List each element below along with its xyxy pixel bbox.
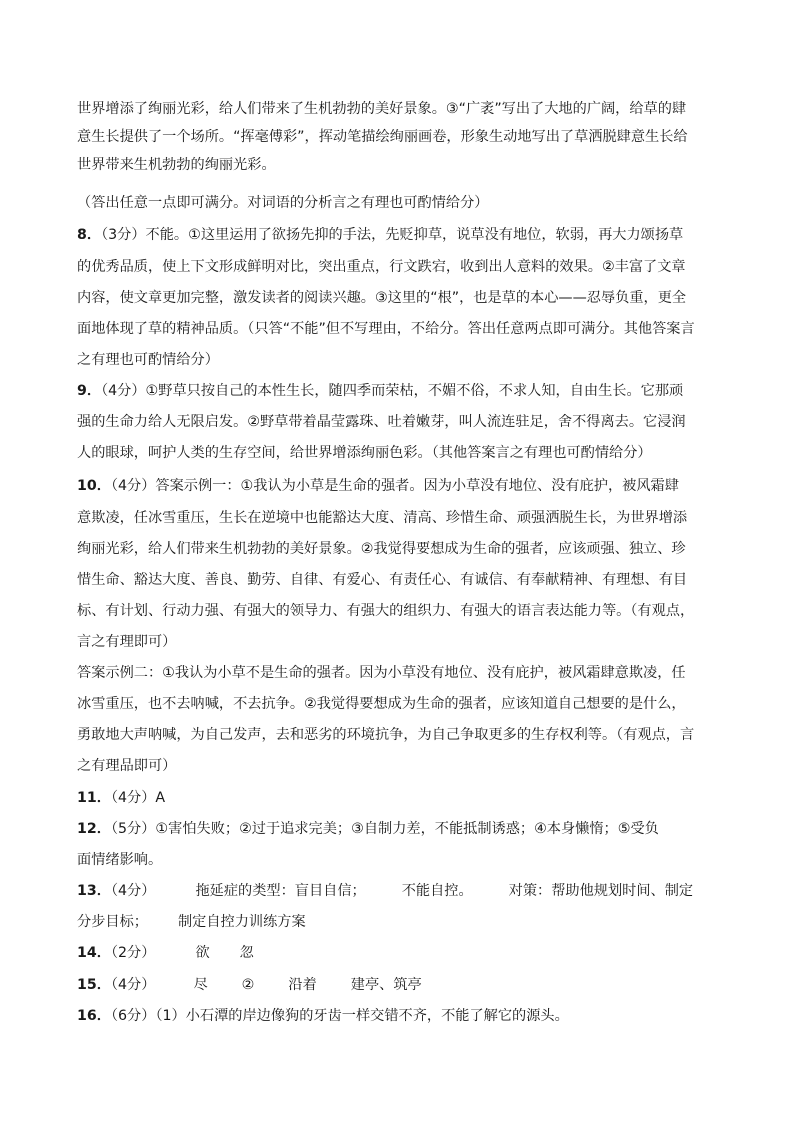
answer-score: （2分） (110, 945, 156, 961)
text-line: 世界带来生机勃勃的绚丽光彩。 (77, 157, 276, 173)
answer-text: ② (241, 977, 255, 993)
text-line: 的优秀品质，使上下文形成鲜明对比，突出重点，行文跌宕，收到出人意料的效果。②丰富了文章 (77, 259, 686, 275)
answer-text: 尽 (193, 977, 208, 993)
answer-score: （4分） (110, 883, 156, 899)
text-line: 勇敢地大声呐喊，为自己发声，去和恶劣的环境抗争，为自己争取更多的生存权利等。（有观点，言 (77, 727, 695, 743)
answer-text: 欲 (195, 945, 210, 961)
answer-text: 分步目标； (77, 914, 148, 930)
text-line: 冰雪重压，也不去呐喊，不去抗争。②我觉得要想成为生命的强者，应该知道自己想要的是什么， (77, 696, 686, 712)
text-line: 绚丽光彩，给人们带来生机勃勃的美好景象。②我觉得要想成为生命的强者，应该顽强、独立、珍 (77, 541, 686, 557)
question-number: 13． (77, 883, 111, 899)
answer-13-line-2 (77, 913, 717, 931)
answer-16-line (77, 1007, 717, 1025)
answer-text: （4分）答案示例一：①我认为小草是生命的强者。因为小草没有地位、没有庇护，被风霜肆 (110, 478, 679, 494)
answer-10-line (77, 477, 717, 495)
answer-13-line (77, 882, 717, 900)
answer-text: 不能自控。 (401, 883, 473, 899)
text-line: 内容，使文章更加完整，激发读者的阅读兴趣。③这里的“根”，也是草的本心——忍辱负重，更全 (77, 290, 687, 306)
answer-text: 制定自控力训练方案 (177, 914, 306, 930)
text-line: 标、有计划、行动力强、有强大的领导力、有强大的组织力、有强大的语言表达能力等。（有观点， (77, 603, 695, 619)
text-line: 答案示例二：①我认为小草不是生命的强者。因为小草没有地位、没有庇护，被风霜肆意欺凌，任 (77, 665, 686, 681)
text-line: 面地体现了草的精神品质。（只答“不能”但不写理由，不给分。答出任意两点即可满分。其他答案言 (77, 321, 695, 337)
answer-11-line (77, 789, 717, 807)
answer-text: 沿着 (288, 977, 317, 993)
question-number: 12． (77, 821, 111, 837)
answer-text: （6分）（1）小石潭的岸边像狗的牙齿一样交错不齐，不能了解它的源头。 (110, 1008, 569, 1024)
question-number: 16． (77, 1008, 111, 1024)
answer-8-line (77, 226, 717, 244)
text-line: 意欺凌，任冰雪重压，生长在逆境中也能豁达大度、清高、珍惜生命、顽强洒脱生长，为世界增添 (77, 510, 688, 526)
question-number: 9． (77, 383, 102, 399)
answer-text: （5分）①害怕失败；②过于追求完美；③自制力差，不能抵制诱惑；④本身懒惰；⑤受负 (110, 821, 659, 837)
answer-14-line (77, 944, 717, 962)
text-line: （答出任意一点即可满分。对词语的分析言之有理也可酌情给分） (77, 195, 489, 211)
question-number: 15． (77, 977, 111, 993)
text-line: 世界增添了绚丽光彩，给人们带来了生机勃勃的美好景象。③“广袤”写出了大地的广阔，给草的肆 (77, 101, 687, 117)
text-line: 惜生命、豁达大度、善良、勤劳、自律、有爱心、有责任心、有诚信、有奉献精神、有理想、有目 (77, 572, 688, 588)
question-number: 14． (77, 945, 111, 961)
text-line: 面情绪影响。 (77, 852, 163, 868)
text-line: 之有理也可酌情给分） (77, 352, 219, 368)
answer-15-line (77, 976, 717, 994)
answer-text: （4分）①野草只按自己的本性生长，随四季而荣枯，不媚不俗，不求人知，自由生长。它那顽 (101, 383, 684, 399)
answer-text: （3分）不能。①这里运用了欲扬先抑的手法，先贬抑草，说草没有地位，软弱，再大力颂扬草 (101, 227, 684, 243)
answer-score: （4分） (110, 977, 156, 993)
answer-text: 忽 (239, 945, 254, 961)
text-line: 强的生命力给人无限启发。②野草带着晶莹露珠、吐着嫩芽，叫人流连驻足，舍不得离去。它浸润 (77, 414, 686, 430)
answer-text: 对策：帮助他规划时间、制定 (508, 883, 694, 899)
text-line: 人的眼球，呵护人类的生存空间，给世界增添绚丽色彩。（其他答案言之有理也可酌情给分） (77, 445, 652, 461)
answer-text: （4分）A (110, 790, 166, 806)
question-number: 10． (77, 478, 111, 494)
answer-text: 拖延症的类型：盲目自信； (195, 883, 366, 899)
question-number: 11． (77, 790, 111, 806)
text-line: 言之有理即可） (77, 634, 177, 650)
answer-12-line (77, 820, 717, 838)
answer-text: 建亭、筑亭 (350, 977, 422, 993)
text-line: 之有理品即可） (77, 758, 177, 774)
text-line: 意生长提供了一个场所。“挥毫傅彩”，挥动笔描绘绚丽画卷，形象生动地写出了草洒脱肆意生长给 (77, 129, 688, 145)
question-number: 8． (77, 227, 102, 243)
answer-9-line (77, 382, 717, 400)
